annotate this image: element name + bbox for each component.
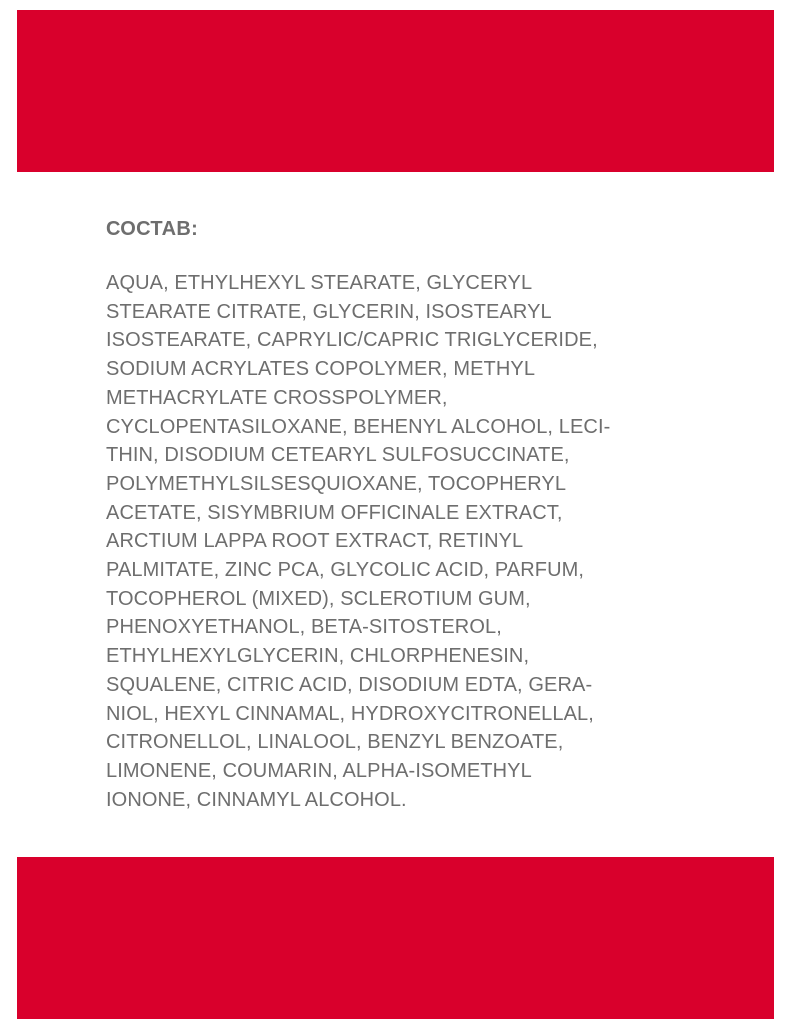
ingredients-line: ETHYLHEXYLGLYCERIN, CHLORPHENESIN, [106, 645, 530, 668]
ingredients-line: METHACRYLATE CROSSPOLYMER, [106, 386, 448, 409]
ingredients-line: TOCOPHEROL (MIXED), SCLEROTIUM GUM, [106, 587, 531, 610]
ingredients-line: SQUALENE, CITRIC ACID, DISODIUM EDTA, GERA- [106, 673, 593, 696]
ingredients-list [106, 269, 706, 814]
ingredients-line: SODIUM ACRYLATES COPOLYMER, METHYL [106, 358, 536, 381]
top-red-band [17, 10, 774, 172]
composition-heading: СОСТАВ: [106, 218, 199, 240]
ingredients-line: CYCLOPENTASILOXANE, BEHENYL ALCOHOL, LECI- [106, 415, 611, 438]
ingredients-line: ISOSTEARATE, CAPRYLIC/CAPRIC TRIGLYCERIDE, [106, 329, 598, 352]
ingredients-line: CITRONELLOL, LINALOOL, BENZYL BENZOATE, [106, 731, 564, 754]
ingredients-line: PALMITATE, ZINC PCA, GLYCOLIC ACID, PARFUM, [106, 559, 585, 582]
ingredients-line: THIN, DISODIUM CETEARYL SULFOSUCCINATE, [106, 444, 570, 467]
ingredients-line: ACETATE, SISYMBRIUM OFFICINALE EXTRACT, [106, 501, 563, 524]
ingredients-line: ARCTIUM LAPPA ROOT EXTRACT, RETINYL [106, 530, 524, 553]
ingredients-line: AQUA, ETHYLHEXYL STEARATE, GLYCERYL [106, 272, 533, 294]
ingredients-line: POLYMETHYLSILSESQUIOXANE, TOCOPHERYL [106, 472, 567, 495]
ingredients-line: NIOL, HEXYL CINNAMAL, HYDROXYCITRONELLAL, [106, 702, 594, 725]
ingredients-line: STEARATE CITRATE, GLYCERIN, ISOSTEARYL [106, 300, 552, 323]
ingredients-line: LIMONENE, COUMARIN, ALPHA-ISOMETHYL [106, 759, 532, 782]
ingredients-line: PHENOXYETHANOL, BETA-SITOSTEROL, [106, 616, 502, 639]
ingredients-line: IONONE, CINNAMYL ALCOHOL. [106, 788, 407, 811]
bottom-red-band [17, 857, 774, 1019]
composition-section [106, 214, 706, 814]
